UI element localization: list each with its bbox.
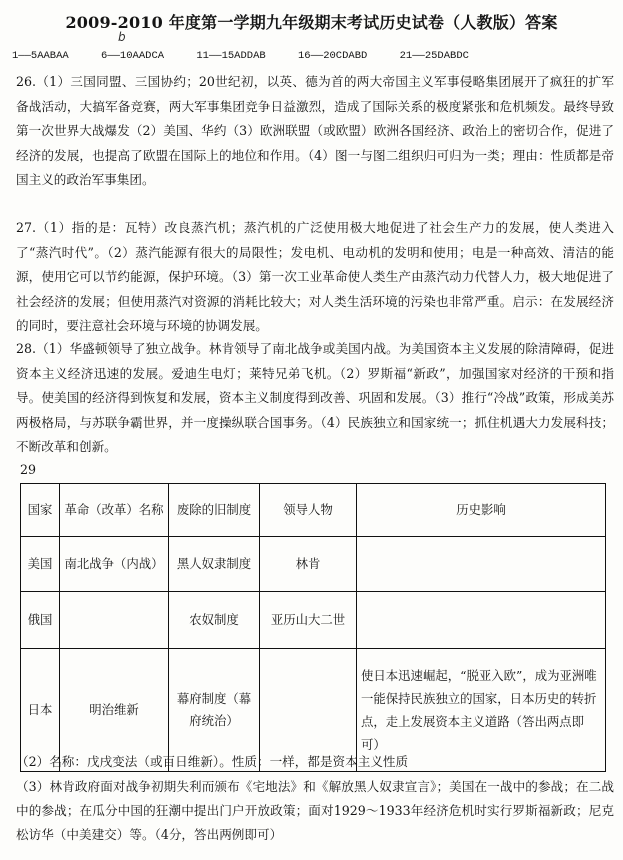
cell-historical-impact: 使日本迅速崛起，“脱亚入欧”，成为亚洲唯一能保持民族独立的国家，日本历史的转折点，走上发展资本主义道路（答出两点即可） [357, 649, 606, 772]
cell-leader: 林肯 [260, 537, 357, 592]
header-leader: 领导人物 [260, 484, 357, 537]
header-revolution-name: 革命（改革）名称 [60, 484, 169, 537]
table-row [21, 592, 606, 649]
question-29-part-3-answer: （3）林肯政府面对战争初期失利而颁布《宅地法》和《解放黑人奴隶宣言》；美国在一战中的参战；在二战中的参战；在瓜分中国的狂潮中提出门户开放政策；面对1929～1933年经济危机时实行罗斯福新政；尼克松访华（中美建交）等。（4分，答出两例即可） [16, 779, 614, 842]
table-header-row [21, 484, 606, 537]
header-historical-impact: 历史影响 [357, 484, 606, 537]
choice-answer-group: 21——25DABDC [399, 50, 469, 62]
question-27-answer: 27.（1）指的是：瓦特）改良蒸汽机；蒸汽机的广泛使用极大地促进了社会生产力的发展，使人类进入了“蒸汽时代”。（2）蒸汽能源有很大的局限性；发电机、电动机的发明和使用；电是一种高效、清洁的能源，使用它可以节约能源，保护环境。（3）第一次工业革命使人类生产由蒸汽动力代替人力，极大地促进了社会经济的发展；但使用蒸汽对资源的消耗比较大；对人类生活环境的污染也非常严重。启示：在发展经济的同时，要注意社会环境与环境的协调发展。 [16, 220, 614, 333]
choice-answer-group: 16——20CDABD [297, 50, 368, 62]
question-29-label: 29 [20, 462, 37, 477]
cell-country: 美国 [21, 537, 60, 592]
choice-answer-group: 11——15ADDAB [196, 50, 266, 62]
header-abolished-system: 废除的旧制度 [169, 484, 260, 537]
handwritten-mark: b [118, 30, 126, 44]
question-28-answer: 28.（1）华盛顿领导了独立战争。林肯领导了南北战争或美国内战。为美国资本主义发展的除清障碍，促进资本主义经济迅速的发展。爱迪生电灯；莱特兄弟飞机。（2）罗斯福“新政”，加强国家对经济的干预和指导。使美国的经济得到恢复和发展，资本主义制度得到改善、巩固和发展。（3）推行“冷战”政策，形成美苏两极格局，与苏联争霸世界，并一度操纵联合国事务。（4）民族独立和国家统一；抓住机遇大力发展科技；不断改革和创新。 [16, 341, 614, 454]
cell-abolished-system: 幕府制度（幕府统治） [169, 649, 260, 772]
question-26-answer: 26.（1）三国同盟、三国协约；20世纪初，以英、德为首的两大帝国主义军事侵略集团展开了疯狂的扩军备战活动，大搞军备竞赛，两大军事集团竞争日益激烈，造成了国际关系的极度紧张和危机频发。最终导致第一次世界大战爆发（2）美国、华约（3）欧洲联盟（或欧盟）欧洲各国经济、政治上的密切合作，促进了经济的发展，也提高了欧盟在国际上的地位和作用。（4）图一与图二组织归可归为一类；理由：性质都是帝国主义的政治军事集团。 [16, 74, 614, 187]
question-29-part-2-answer: （2）名称：戊戌变法（或百日维新）。性质：一样，都是资本主义性质 [16, 754, 409, 769]
cell-abolished-system: 农奴制度 [169, 592, 260, 649]
choice-answer-group: 1——5AABAA [12, 50, 69, 62]
cell-historical-impact [357, 592, 606, 649]
cell-revolution-name: 南北战争（内战） [60, 537, 169, 592]
cell-revolution-name: 明治维新 [60, 649, 169, 772]
cell-leader: 亚历山大二世 [260, 592, 357, 649]
choice-answer-group: 6——10AADCA [101, 50, 165, 62]
cell-abolished-system: 黑人奴隶制度 [169, 537, 260, 592]
revolution-table [20, 483, 606, 772]
cell-historical-impact [357, 537, 606, 592]
cell-revolution-name [60, 592, 169, 649]
cell-country: 日本 [21, 649, 60, 772]
page-title: 2009-2010 年度第一学期九年级期末考试历史试卷（人教版）答案 [65, 13, 558, 32]
header-country: 国家 [21, 484, 60, 537]
multiple-choice-answers [12, 50, 617, 62]
cell-country: 俄国 [21, 592, 60, 649]
table-row [21, 537, 606, 592]
